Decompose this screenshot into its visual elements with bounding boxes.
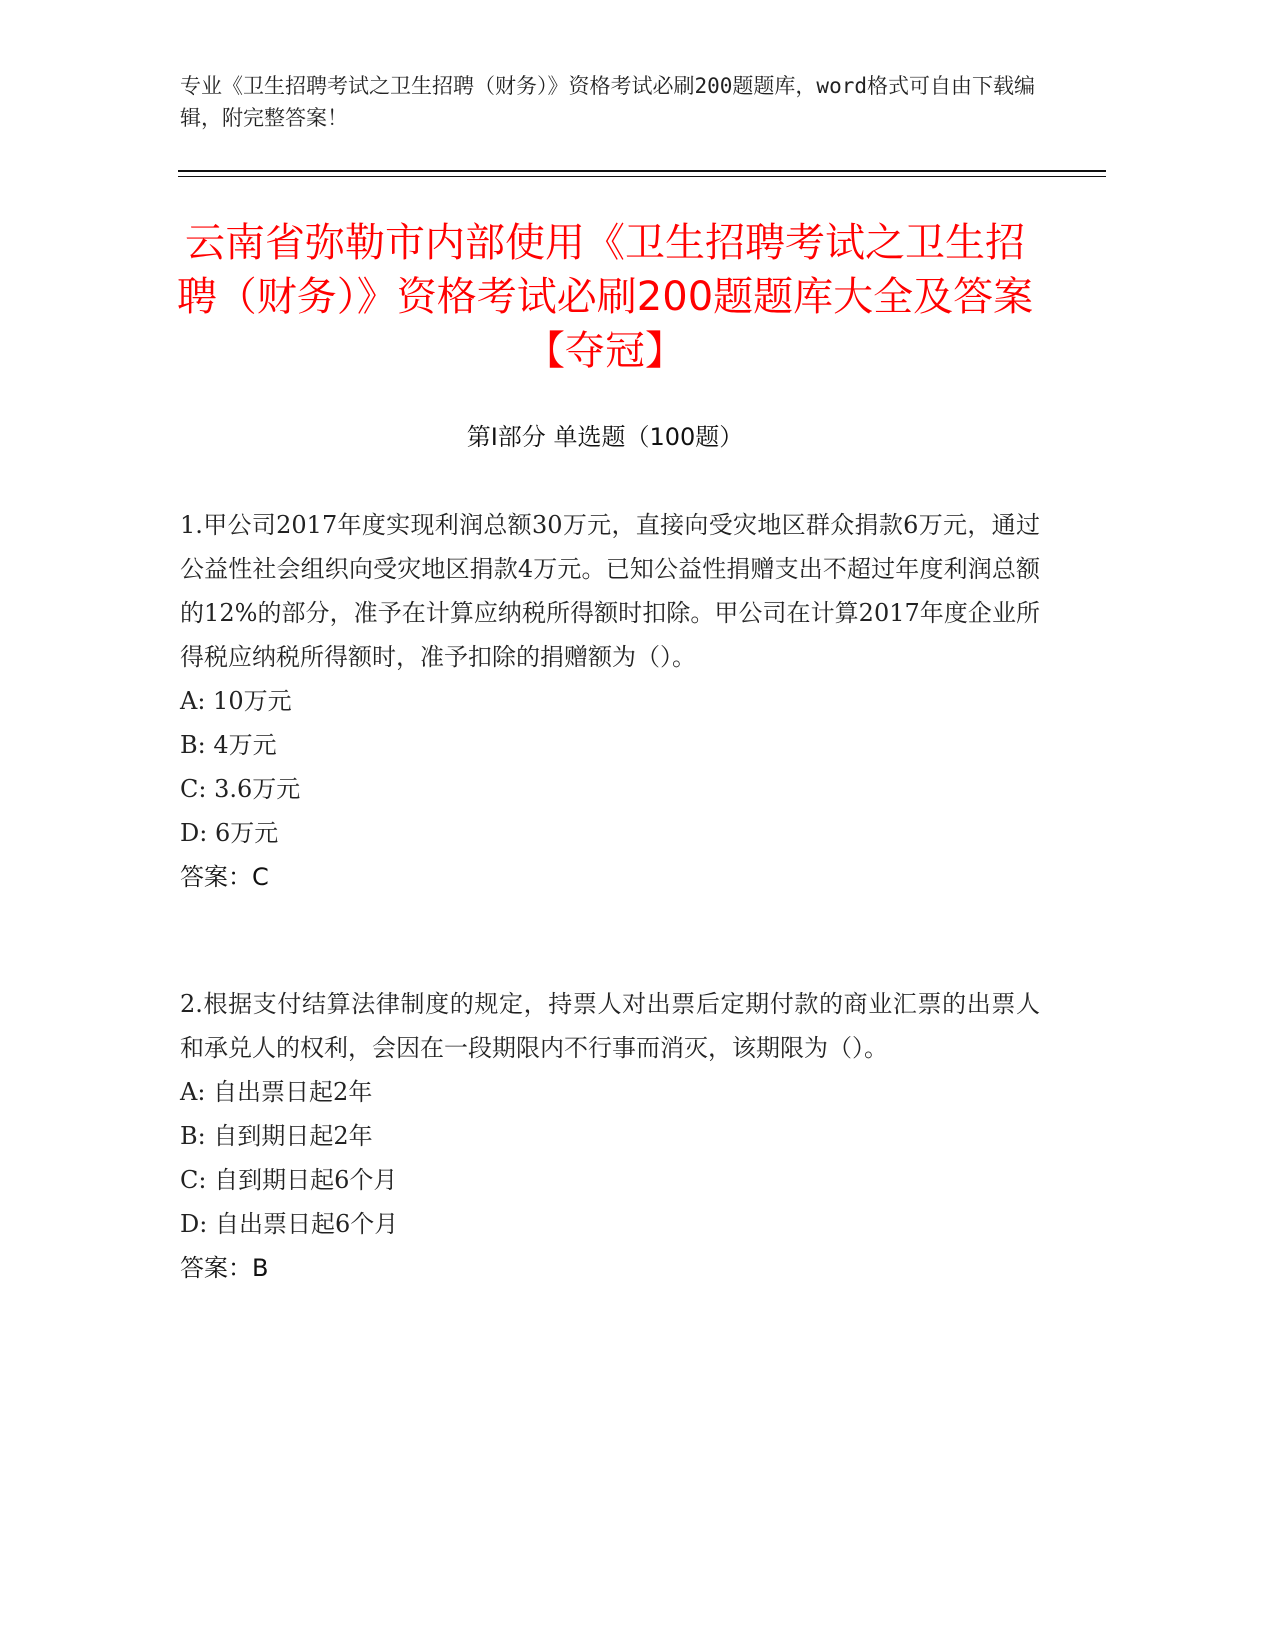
option-a: A: 10万元 bbox=[180, 687, 292, 715]
option-b: B: 4万元 bbox=[180, 731, 277, 759]
header-note: 专业《卫生招聘考试之卫生招聘（财务）》资格考试必刷200题题库，word格式可自由下载编辑，附完整答案！ bbox=[180, 74, 1035, 130]
option-b: B: 自到期日起2年 bbox=[180, 1122, 373, 1150]
question-stem: 2.根据支付结算法律制度的规定，持票人对出票后定期付款的商业汇票的出票人和承兑人的权利，会因在一段期限内不行事而消灭，该期限为（）。 bbox=[180, 990, 1040, 1062]
option-c: C: 自到期日起6个月 bbox=[180, 1166, 398, 1194]
question-stem: 1.甲公司2017年度实现利润总额30万元，直接向受灾地区群众捐款6万元，通过公益性社会组织向受灾地区捐款4万元。已知公益性捐赠支出不超过年度利润总额的12%的部分，准予在计算应纳税所得额时扣除。甲公司在计算2017年度企业所得税应纳税所得额时，准予扣除的捐赠额为（）。 bbox=[180, 511, 1040, 671]
section-heading: 第Ⅰ部分 单选题（100题） bbox=[466, 423, 744, 451]
option-d: D: 自出票日起6个月 bbox=[180, 1210, 399, 1238]
question-2 bbox=[180, 982, 1040, 1290]
option-a: A: 自出票日起2年 bbox=[180, 1078, 373, 1106]
answer: 答案：B bbox=[180, 1254, 269, 1282]
header-divider-thick bbox=[178, 170, 1106, 172]
answer: 答案：C bbox=[180, 863, 269, 891]
header-divider-thin bbox=[178, 176, 1106, 177]
question-1 bbox=[180, 503, 1040, 899]
option-c: C: 3.6万元 bbox=[180, 775, 301, 803]
option-d: D: 6万元 bbox=[180, 819, 279, 847]
document-title: 云南省弥勒市内部使用《卫生招聘考试之卫生招聘（财务）》资格考试必刷200题题库大全及答案【夺冠】 bbox=[176, 220, 1034, 374]
